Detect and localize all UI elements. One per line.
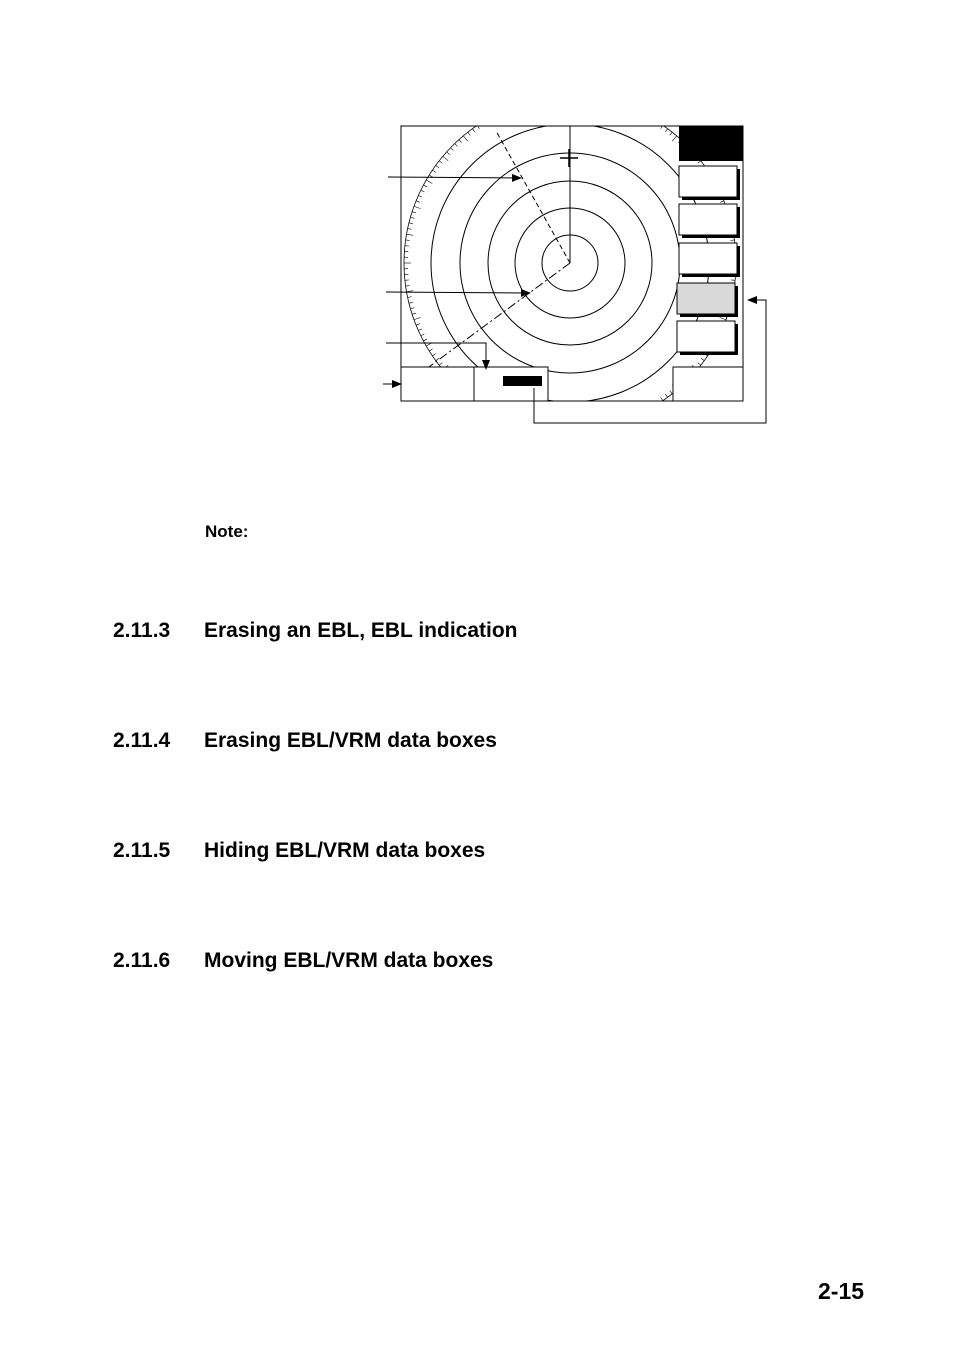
section-number: 2.11.3 [113,619,171,642]
section-heading-2-11-3 [113,619,518,643]
bearing-tick [487,401,491,407]
bearing-tick [650,119,654,125]
bearing-tick [492,406,494,410]
soft-key[interactable] [677,321,738,355]
bearing-tick [508,413,509,417]
bearing-tick [502,411,504,415]
bearing-tick [641,115,643,117]
section-heading-2-11-6 [113,949,493,973]
page-number: 2-15 [818,1278,865,1304]
bearing-tick [487,119,491,125]
mode-box-black [679,126,743,161]
note-label: Note: [205,522,249,541]
section-title: Moving EBL/VRM data boxes [204,949,494,972]
bearing-tick [650,401,654,407]
soft-key[interactable] [679,204,740,238]
bearing-tick [492,116,494,120]
bearing-tick [636,411,638,415]
section-number: 2.11.5 [113,839,171,862]
bearing-tick [513,412,515,419]
section-number: 2.11.4 [113,729,171,752]
soft-key[interactable] [679,166,740,200]
bearing-tick [519,417,520,421]
bearing-tick [593,423,594,427]
bearing-tick [646,116,648,120]
bearing-tick [646,406,648,410]
data-box-right[interactable] [673,367,743,401]
radar-screen-figure [370,115,790,445]
data-box-left[interactable] [401,367,474,401]
soft-key-selected[interactable] [677,283,738,317]
bearing-tick [497,115,499,117]
bearing-tick [524,419,525,423]
section-heading-2-11-5 [113,839,485,863]
section-title: Erasing EBL/VRM data boxes [204,729,497,752]
bearing-tick [641,409,643,413]
bearing-tick [620,417,621,421]
section-title: Hiding EBL/VRM data boxes [204,839,486,862]
data-box-highlight-bar [503,376,542,386]
bearing-tick [656,122,658,125]
soft-key[interactable] [679,243,740,277]
bearing-tick [482,122,484,125]
bearing-tick [631,413,632,417]
bearing-tick [615,419,616,423]
section-number: 2.11.6 [113,949,171,972]
bearing-tick [624,412,626,419]
bearing-tick [547,423,548,427]
bearing-tick [530,420,531,424]
section-title: Erasing an EBL, EBL indication [204,619,518,642]
section-heading-2-11-4 [113,729,497,753]
bearing-tick [497,409,499,413]
